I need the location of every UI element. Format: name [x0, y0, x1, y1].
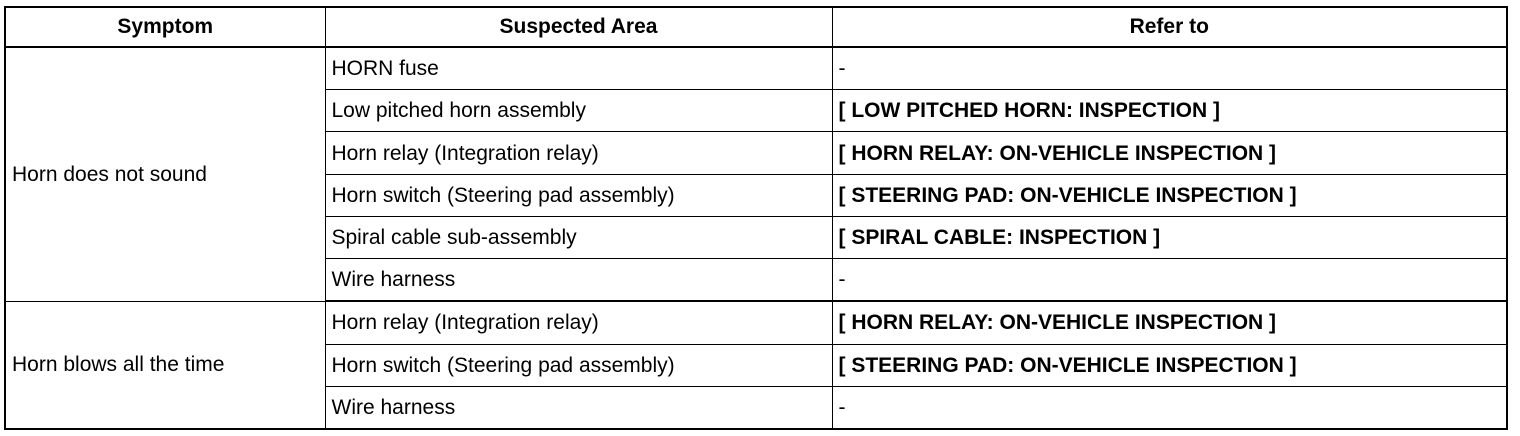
table-row: [5, 47, 1507, 90]
refer-to-cell: -: [832, 259, 1507, 302]
suspected-area-cell: Horn switch (Steering pad assembly): [325, 174, 832, 216]
symptom-table: [4, 6, 1508, 430]
symptom-cell: Horn does not sound: [5, 47, 325, 301]
suspected-area-cell: Horn relay (Integration relay): [325, 132, 832, 174]
table-row: [5, 301, 1507, 344]
table-header: [5, 7, 1507, 47]
header-symptom: Symptom: [5, 7, 325, 47]
refer-to-link[interactable]: [ HORN RELAY: ON-VEHICLE INSPECTION ]: [832, 301, 1507, 344]
suspected-area-cell: Wire harness: [325, 259, 832, 302]
refer-to-link[interactable]: [ HORN RELAY: ON-VEHICLE INSPECTION ]: [832, 132, 1507, 174]
suspected-area-cell: Spiral cable sub-assembly: [325, 216, 832, 258]
refer-to-cell: -: [832, 386, 1507, 429]
header-row: [5, 7, 1507, 47]
suspected-area-cell: HORN fuse: [325, 47, 832, 90]
suspected-area-cell: Wire harness: [325, 386, 832, 429]
suspected-area-cell: Horn relay (Integration relay): [325, 301, 832, 344]
header-refer-to: Refer to: [832, 7, 1507, 47]
suspected-area-cell: Horn switch (Steering pad assembly): [325, 344, 832, 386]
refer-to-link[interactable]: [ LOW PITCHED HORN: INSPECTION ]: [832, 90, 1507, 132]
symptom-cell: Horn blows all the time: [5, 301, 325, 429]
refer-to-link[interactable]: [ STEERING PAD: ON-VEHICLE INSPECTION ]: [832, 344, 1507, 386]
header-suspected-area: Suspected Area: [325, 7, 832, 47]
refer-to-link[interactable]: [ SPIRAL CABLE: INSPECTION ]: [832, 216, 1507, 258]
refer-to-cell: -: [832, 47, 1507, 90]
refer-to-link[interactable]: [ STEERING PAD: ON-VEHICLE INSPECTION ]: [832, 174, 1507, 216]
suspected-area-cell: Low pitched horn assembly: [325, 90, 832, 132]
